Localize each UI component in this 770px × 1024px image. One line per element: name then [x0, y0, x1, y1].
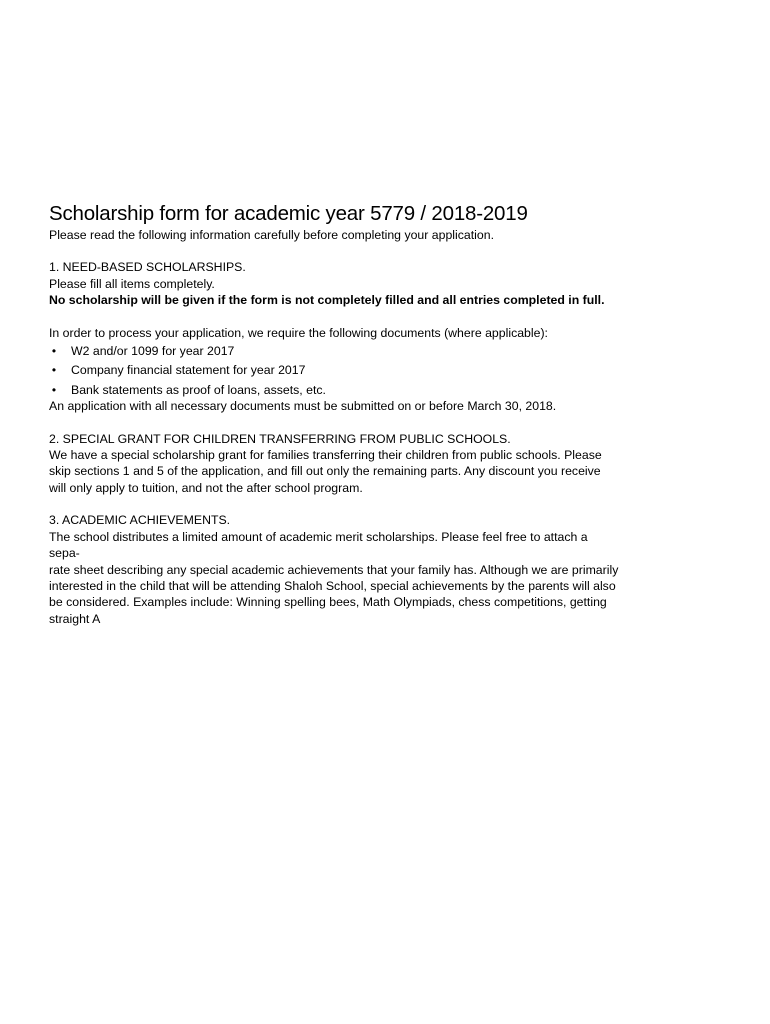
- section-text-line: interested in the child that will be attending Shaloh School, special achievements by the parents will also: [49, 578, 616, 593]
- list-item-text: Company financial statement for year 2017: [71, 363, 306, 378]
- section-text-line: rate sheet describing any special academic achievements that your family has. Although we are primarily: [49, 562, 619, 577]
- deadline-text: An application with all necessary documents must be submitted on or before March 30, 2018.: [49, 399, 557, 414]
- section-academic-achievements: [49, 512, 649, 627]
- section-text: Please fill all items completely.: [49, 276, 215, 291]
- intro-text: Please read the following information carefully before completing your application.: [49, 228, 494, 242]
- section-text-line: We have a special scholarship grant for families transferring their children from public schools. Please: [49, 448, 602, 463]
- section-special-grant: [49, 431, 649, 497]
- document-content: [49, 201, 649, 627]
- bullet-icon: •: [51, 363, 57, 378]
- section-need-based: [49, 259, 649, 414]
- list-item: [49, 343, 649, 359]
- warning-text: No scholarship will be given if the form is not completely filled and all entries completed in full.: [49, 293, 605, 308]
- section-text-line: skip sections 1 and 5 of the application, and fill out only the remaining parts. Any discount you receive: [49, 464, 601, 479]
- bullet-icon: •: [51, 382, 57, 397]
- section-heading: 3. ACADEMIC ACHIEVEMENTS.: [49, 513, 231, 528]
- documents-list: [49, 343, 649, 398]
- bullet-icon: •: [51, 344, 57, 359]
- section-text-line: will only apply to tuition, and not the after school program.: [49, 480, 363, 495]
- list-item-text: W2 and/or 1099 for year 2017: [71, 344, 235, 359]
- section-text-line: be considered. Examples include: Winning spelling bees, Math Olympiads, chess competitions, getting: [49, 595, 607, 610]
- section-text-line: straight A: [49, 611, 101, 626]
- section-heading: 1. NEED-BASED SCHOLARSHIPS.: [49, 260, 246, 275]
- section-heading: 2. SPECIAL GRANT FOR CHILDREN TRANSFERRING FROM PUBLIC SCHOOLS.: [49, 431, 511, 446]
- list-item-text: Bank statements as proof of loans, assets, etc.: [71, 382, 326, 397]
- list-item: [49, 362, 649, 378]
- documents-intro: In order to process your application, we require the following documents (where applicable):: [49, 325, 548, 340]
- list-item: [49, 382, 649, 398]
- section-text-line: The school distributes a limited amount of academic merit scholarships. Please feel free to attach a sepa-: [49, 529, 588, 561]
- document-title: Scholarship form for academic year 5779 / 2018-2019: [49, 202, 528, 225]
